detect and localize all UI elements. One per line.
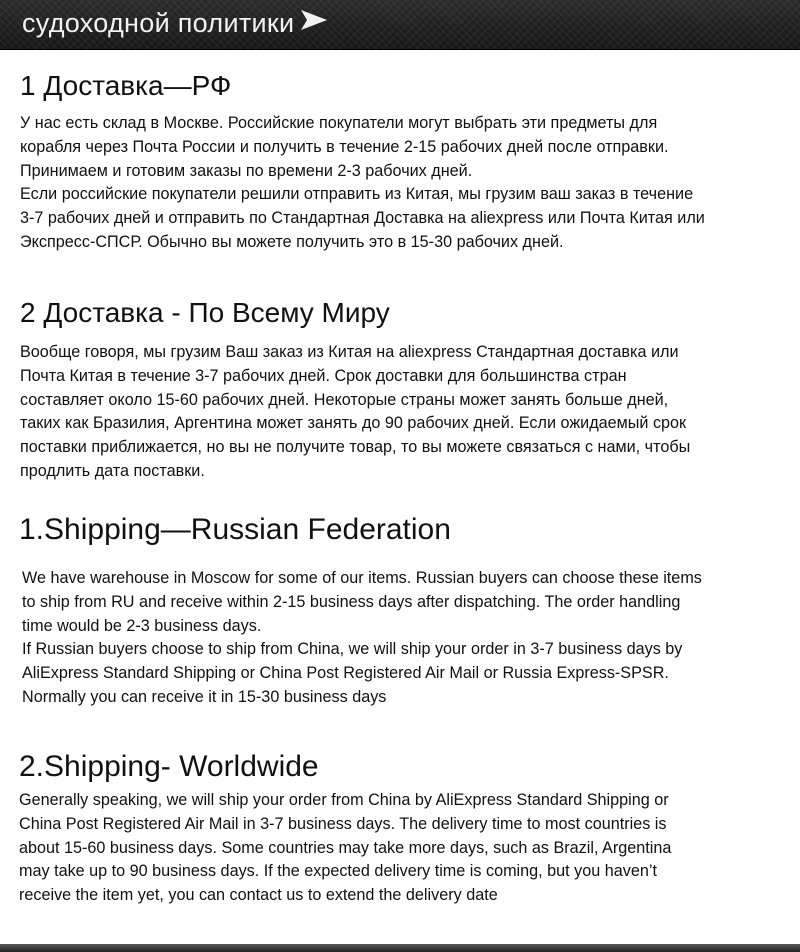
- body-line: Если российские покупатели решили отправить из Китая, мы грузим ваш заказ в течение: [20, 185, 694, 204]
- arrow-right-icon: [300, 7, 328, 39]
- body-line: Normally you can receive it in 15-30 business days: [22, 687, 387, 706]
- footer-bar: [0, 944, 800, 952]
- body-line: to ship from RU and receive within 2-15 business days after dispatching. The order handling: [22, 592, 681, 611]
- section-body: [19, 789, 789, 908]
- body-line: receive the item yet, you can contact us to extend the delivery date: [19, 886, 498, 905]
- section-delivery-worldwide-ru: [20, 293, 790, 484]
- body-line: поставки приближается, но вы не получите товар, то вы можете связаться с нами, чтобы: [20, 438, 691, 457]
- header-title-wrap: [22, 7, 328, 41]
- section-title: 2.Shipping- Worldwide: [19, 750, 319, 783]
- section-body: [20, 341, 790, 484]
- body-line: Экспресс-СПСР. Обычно вы можете получить это в 15-30 рабочих дней.: [20, 232, 564, 251]
- body-line: Generally speaking, we will ship your order from China by AliExpress Standard Shipping or: [19, 791, 669, 809]
- body-line: таких как Бразилия, Аргентина может занять до 90 рабочих дней. Если ожидаемый срок: [20, 414, 687, 433]
- section-body: [19, 567, 789, 710]
- body-line: Вообще говоря, мы грузим Ваш заказ из Китая на aliexpress Стандартная доставка или: [20, 343, 679, 361]
- section-shipping-russia: [19, 510, 789, 710]
- body-line: If Russian buyers choose to ship from China, we will ship your order in 3-7 business days by: [22, 640, 683, 659]
- page-header-banner: [0, 0, 800, 50]
- body-line: У нас есть склад в Москве. Российские покупатели могут выбрать эти предметы для: [20, 114, 658, 132]
- body-line: We have warehouse in Moscow for some of our items. Russian buyers can choose these items: [22, 569, 702, 587]
- body-line: about 15-60 business days. Some countries may take more days, such as Brazil, Argentina: [19, 838, 672, 857]
- body-line: China Post Registered Air Mail in 3-7 business days. The delivery time to most countries is: [19, 814, 667, 833]
- body-line: корабля через Почта России и получить в течение 2-15 рабочих дней после отправки.: [20, 137, 669, 156]
- body-line: may take up to 90 business days. If the expected delivery time is coming, but you haven’t: [19, 862, 657, 881]
- section-title: 1.Shipping—Russian Federation: [19, 513, 451, 546]
- section-title: 2 Доставка - По Всему Миру: [20, 297, 390, 328]
- body-line: time would be 2-3 business days.: [22, 616, 262, 635]
- body-line: AliExpress Standard Shipping or China Post Registered Air Mail or Russia Express-SPSR.: [22, 664, 669, 683]
- body-line: составляет около 15-60 рабочих дней. Некоторые страны может занять больше дней,: [20, 390, 669, 409]
- body-line: 3-7 рабочих дней и отправить по Стандартная Доставка на aliexpress или Почта Китая или: [20, 209, 705, 228]
- body-line: Почта Китая в течение 3-7 рабочих дней. Срок доставки для большинства стран: [20, 366, 627, 385]
- body-line: Принимаем и готовим заказы по времени 2-3 рабочих дней.: [20, 161, 473, 180]
- header-title: судоходной политики: [22, 8, 295, 38]
- section-title: 1 Доставка—РФ: [20, 70, 232, 101]
- section-delivery-rf: [20, 66, 790, 255]
- section-shipping-worldwide: [19, 745, 789, 908]
- body-line: продлить дата поставки.: [20, 461, 205, 480]
- section-body: [20, 112, 790, 255]
